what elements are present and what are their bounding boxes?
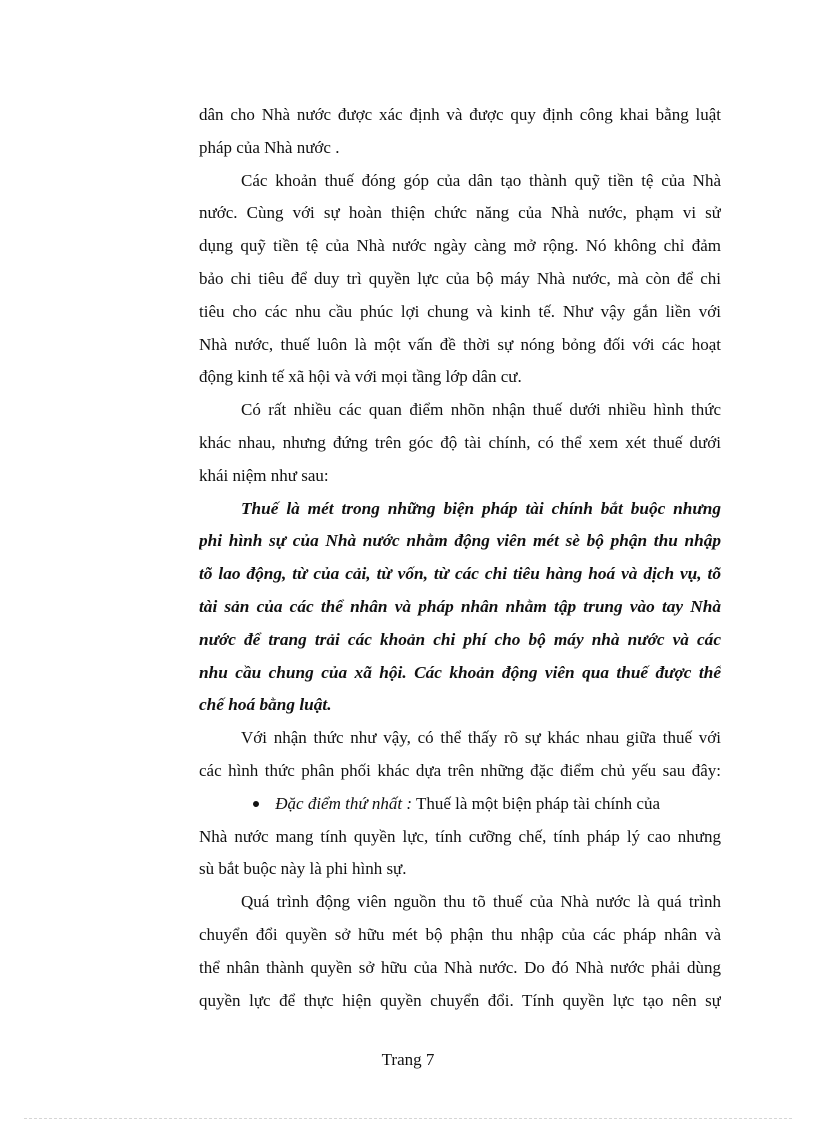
text-line: pháp của Nhà nước . [199, 137, 340, 157]
bullet-item [199, 788, 721, 821]
definition-line: tõ lao động, từ của cải, từ vốn, từ các chi tiêu hàng hoá và dịch vụ, tõ [199, 564, 721, 584]
definition-line: nhu cầu chung của xã hội. Các khoản động viên qua thuế được thể [199, 662, 721, 682]
page-bottom-divider [24, 1118, 792, 1119]
paragraph-first-line: Quá trình động viên nguồn thu tõ thuế của Nhà nước là quá trình [241, 892, 721, 912]
definition-line: tài sản của các thể nhân và pháp nhân nhằm tập trung vào tay Nhà [199, 596, 721, 616]
text-line: quyền lực để thực hiện quyền chuyển đổi. Tính quyền lực tạo nên sự [199, 990, 721, 1010]
text-line: chuyển đổi quyền sở hữu mét bộ phận thu nhập của các pháp nhân và [199, 924, 721, 944]
text-line: khái niệm như sau: [199, 465, 329, 485]
text-line: thể nhân thành quyền sở hữu của Nhà nước. Do đó Nhà nước phải dùng [199, 957, 721, 977]
definition-line: phi hình sự của Nhà nước nhằm động viên mét sè bộ phận thu nhập [199, 531, 721, 551]
text-line: dân cho Nhà nước được xác định và được quy định công khai bằng luật [199, 105, 721, 124]
text-line: sù bắt buộc này là phi hình sự. [199, 859, 407, 879]
paragraph-first-line: Các khoản thuế đóng góp của dân tạo thành quỹ tiền tệ của Nhà [241, 170, 721, 190]
text-line: Nhà nước mang tính quyền lực, tính cưỡng chế, tính pháp lý cao nhưng [199, 826, 721, 846]
document-body [199, 99, 721, 1017]
paragraph-first-line: Có rất nhiều các quan điểm nhõn nhận thuế dưới nhiều hình thức [241, 400, 721, 420]
bullet-icon [253, 801, 259, 807]
text-line: dụng quỹ tiền tệ của Nhà nước ngày càng mở rộng. Nó không chỉ đảm [199, 236, 721, 256]
paragraph-first-line: Với nhận thức như vậy, có thể thấy rõ sự khác nhau giữa thuế với [241, 728, 721, 748]
page-number: Trang 7 [381, 1050, 435, 1069]
text-line: Nhà nước, thuế luôn là một vấn đề thời sự nóng bỏng đối với các hoạt [199, 334, 721, 354]
text-line: khác nhau, nhưng đứng trên góc độ tài chính, có thể xem xét thuế dưới [199, 432, 721, 452]
text-line: động kinh tế xã hội và với mọi tầng lớp dân cư. [199, 367, 522, 387]
text-line: các hình thức phân phối khác dựa trên những đặc điểm chủ yếu sau đây: [199, 760, 721, 780]
text-line: bảo chi tiêu để duy trì quyền lực của bộ máy Nhà nước, mà còn để chi [199, 268, 721, 288]
definition-first-line: Thuế là mét trong những biện pháp tài chính bắt buộc nhưng [241, 498, 721, 518]
definition-line: chế hoá bằng luật. [199, 695, 332, 715]
bullet-label: Đặc điểm thứ nhất : [275, 793, 412, 813]
bullet-text: Thuế là một biện pháp tài chính của [415, 793, 661, 813]
text-line: tiêu cho các nhu cầu phúc lợi chung và kinh tế. Như vậy gắn liền với [199, 301, 721, 321]
definition-line: nước để trang trải các khoản chi phí cho bộ máy nhà nước và các [199, 629, 721, 649]
text-line: nước. Cùng với sự hoàn thiện chức năng của Nhà nước, phạm vi sử [199, 203, 721, 223]
